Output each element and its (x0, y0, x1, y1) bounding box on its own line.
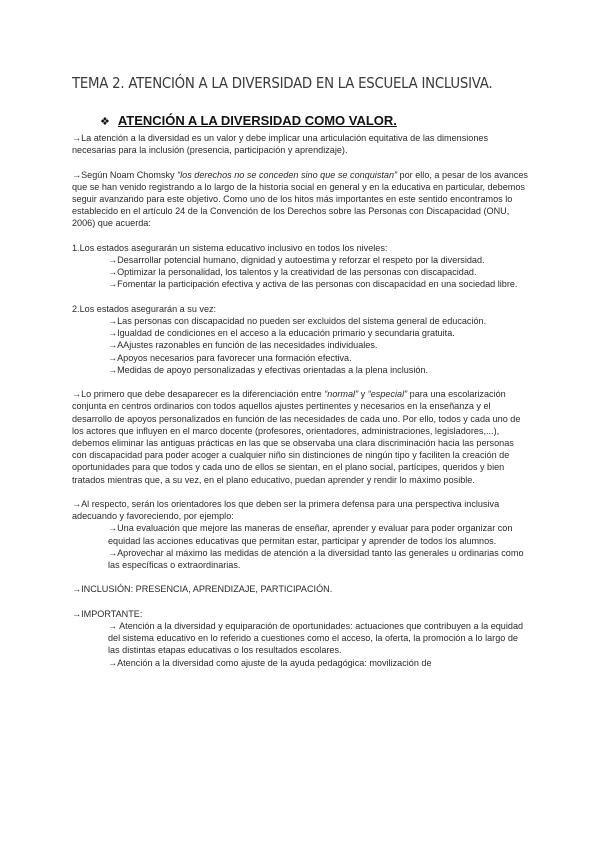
section-heading (100, 113, 397, 128)
paragraph-inclusion: →INCLUSIÓN: PRESENCIA, APRENDIZAJE, PARTICIPACIÓN. (72, 584, 333, 595)
list-item: →Optimizar la personalidad, los talentos y la creatividad de las personas con discapacidad. (108, 267, 477, 278)
document-title: TEMA 2. ATENCIÓN A LA DIVERSIDAD EN LA ESCUELA INCLUSIVA. (72, 74, 493, 92)
document-body (72, 132, 530, 669)
list1-intro: 1.Los estados asegurarán un sistema educativo inclusivo en todos los niveles: (72, 242, 388, 253)
list-item: →Medidas de apoyo personalizadas y efectivas orientadas a la plena inclusión. (108, 364, 428, 375)
list-item: →Atención a la diversidad como ajuste de la ayuda pedagógica: movilización de (108, 657, 432, 668)
paragraph-importante: →IMPORTANTE: (72, 608, 143, 619)
paragraph-chomsky: →Según Noam Chomsky “los derechos no se conceden sino que se conquistan” por ello, a pesar de los avances que se han venido registrando a lo largo de la historia social en general y en la educativa en particular, debemos seguir avanzando para este objetivo. Como uno de los hitos más importantes en este sentido encontramos lo establecido en el artículo 24 de la Convención de los Derechos sobre las Personas con Discapacidad (ONU, 2006) que acuerda: (72, 169, 528, 229)
list-item: →Una evaluación que mejore las maneras de enseñar, aprender y evaluar para poder organizar con equidad las acciones educativas que permitan estar, participar y aprender de todos los alumnos. (108, 523, 513, 546)
diamond-bullet-icon: ❖ (100, 116, 110, 128)
paragraph-normal-especial: →Lo primero que debe desaparecer es la diferenciación entre “normal” y “especial” para una escolarización conjunta en centros ordinarios con todos aquellos ajustes pertinentes y necesarios en la enseñanza y el desarrollo de apoyos personalizados en función de las necesidades de cada uno. Por ello, todos y cada uno de los actores que influyen en el marco docente (profesores, orientadores, administraciones, legisladores,...), debemos eliminar las antiguas prácticas en las que se observaba una clara discriminación hacia las personas con discapacidad para poder acoger a cualquier niño sin distinciones de ningún tipo y faciliten la creación de oportunidades para que todos y cada uno de ellos se sientan, en el plano social, partícipes, queridos y bien tratados mientras que, a su vez, en el plano educativo, puedan aprender y rendir lo máximo posible. (72, 389, 521, 485)
section-heading-text: ATENCIÓN A LA DIVERSIDAD COMO VALOR. (117, 113, 397, 128)
list-item: →Desarrollar potencial humano, dignidad y autoestima y reforzar el respeto por la diversidad. (108, 255, 485, 265)
list-item: →Las personas con discapacidad no pueden ser excluidos del sistema general de educación. (108, 316, 487, 326)
list-item: →Igualdad de condiciones en el acceso a la educación primario y secundaria gratuita. (108, 328, 455, 339)
list2-intro: 2.Los estados asegurarán a su vez: (72, 303, 217, 314)
list-item: →Aprovechar al máximo las medidas de atención a la diversidad tanto las generales u ordinarias como las específicas o extraordinarias. (108, 547, 524, 571)
list-item: →AAjustes razonables en función de las necesidades individuales. (108, 340, 378, 351)
list-item: →Apoyos necesarios para favorecer una formación efectiva. (108, 352, 352, 363)
list-item: → Atención a la diversidad y equiparación de oportunidades: actuaciones que contribuyen a la equidad del sistema educativo en lo referido a cuestiones como el acceso, la oferta, la promoción a lo largo de las distintas etapas educativas o los resultados escolares. (108, 621, 524, 656)
paragraph-orientadores: →Al respecto, serán los orientadores los que deben ser la primera defensa para una perspectiva inclusiva adecuando y favoreciendo, por ejemplo: (72, 499, 500, 522)
paragraph-intro: →La atención a la diversidad es un valor y debe implicar una articulación equitativa de las dimensiones necesarias para la inclusión (presencia, participación y aprendizaje). (72, 133, 489, 156)
list-item: →Fomentar la participación efectiva y activa de las personas con discapacidad en una sociedad libre. (108, 279, 518, 290)
chomsky-quote: “los derechos no se conceden sino que se conquistan” (177, 169, 398, 180)
